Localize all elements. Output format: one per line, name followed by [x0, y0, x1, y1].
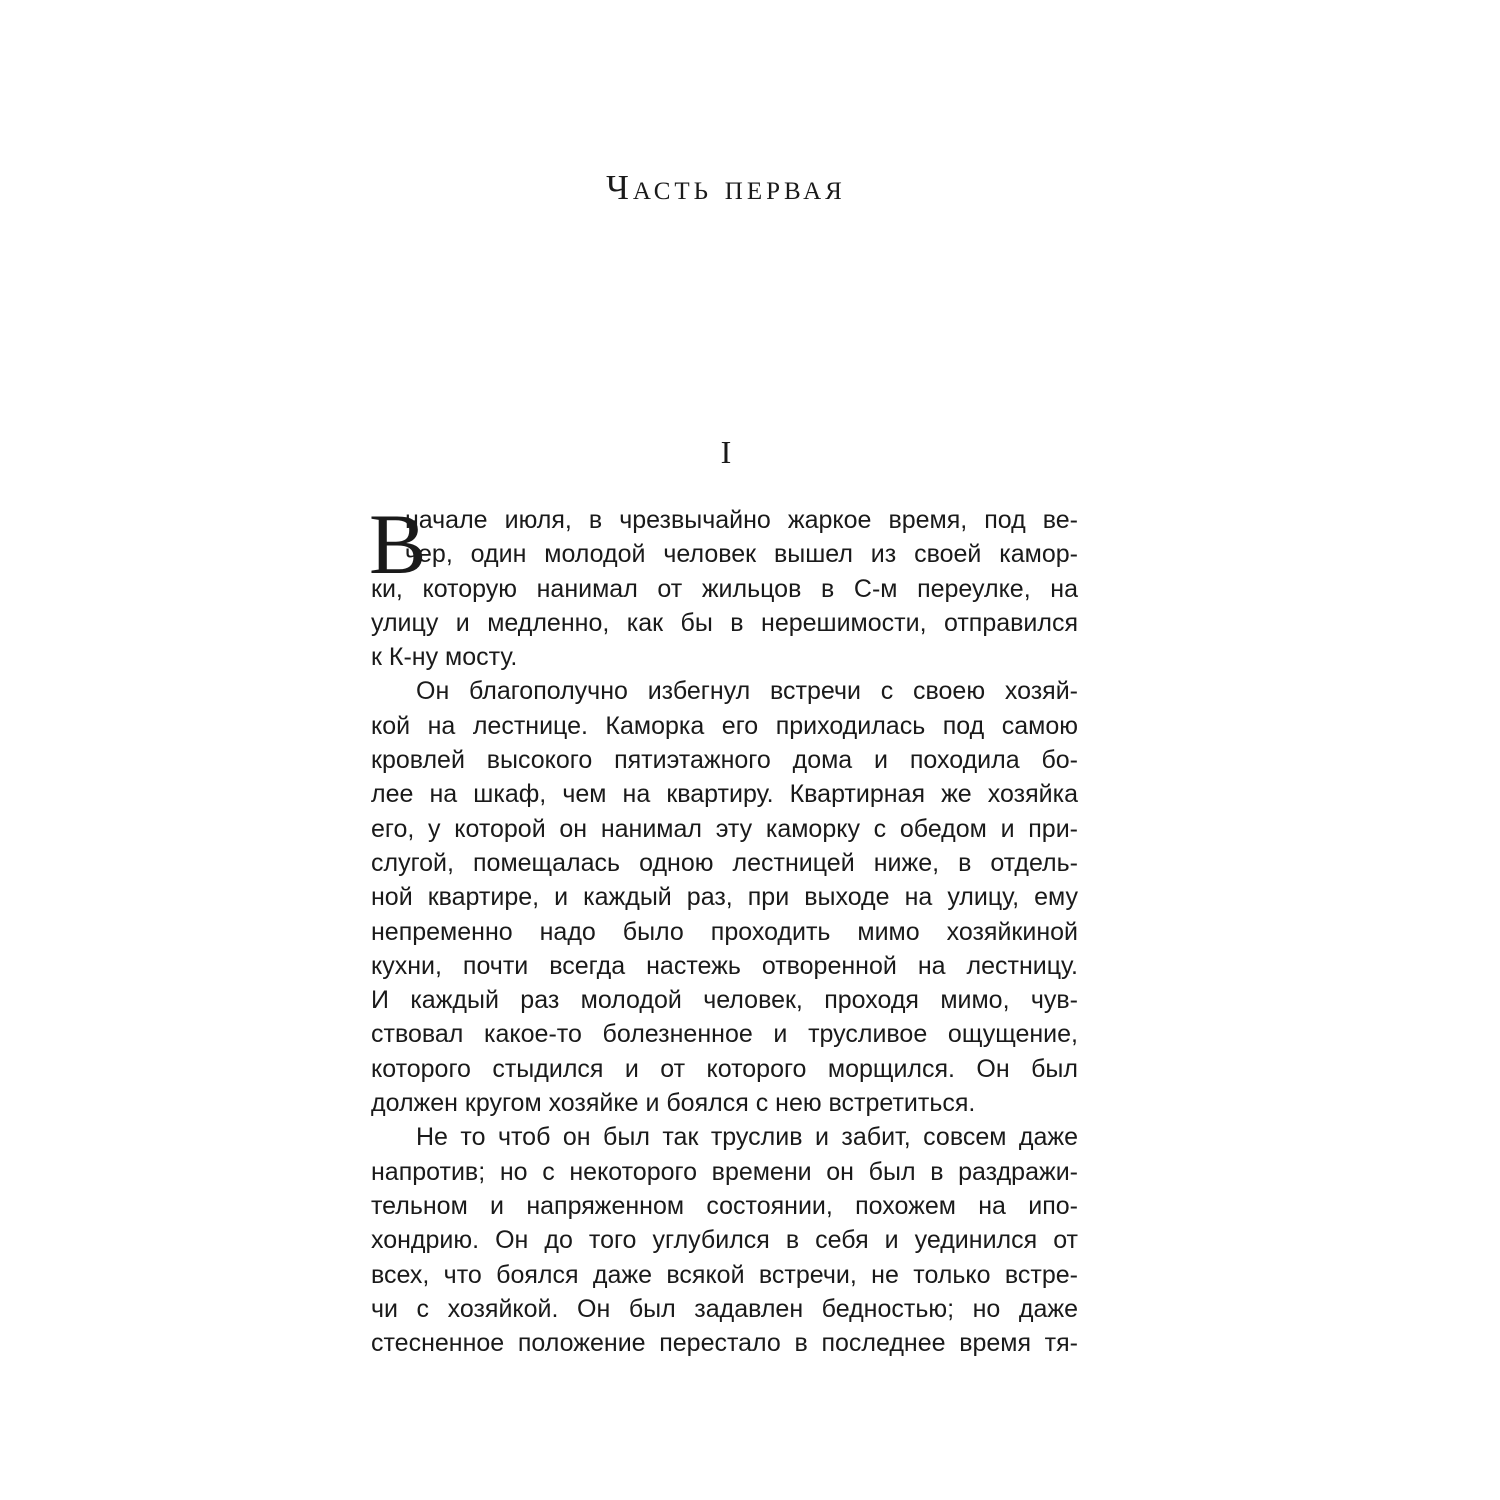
text-line: непременно надо было проходить мимо хозяйкиной: [371, 917, 1078, 946]
text-line: ной квартире, и каждый раз, при выходе на улицу, ему: [371, 883, 1078, 912]
text-line: которого стыдился и от которого морщился. Он был: [371, 1054, 1078, 1083]
text-line: улицу и медленно, как бы в нерешимости, отправился: [371, 608, 1078, 637]
text-line: чи с хозяйкой. Он был задавлен бедностью; но даже: [371, 1294, 1078, 1323]
text-line: ствовал какое-то болезненное и трусливое ощущение,: [371, 1020, 1078, 1049]
text-line: лее на шкаф, чем на квартиру. Квартирная же хозяйка: [371, 780, 1078, 809]
text-line: И каждый раз молодой человек, проходя мимо, чув-: [371, 986, 1078, 1015]
text-line: напротив; но с некоторого времени он был в раздражи-: [371, 1157, 1078, 1186]
text-line: к К-ну мосту.: [371, 643, 518, 672]
text-line: хондрию. Он до того углубился в себя и уединился от: [371, 1226, 1078, 1255]
text-line: Не то чтоб он был так труслив и забит, совсем даже: [416, 1123, 1078, 1152]
drop-cap: В: [369, 496, 427, 592]
text-line: ки, которую нанимал от жильцов в С-м переулке, на: [371, 574, 1078, 603]
text-line: кой на лестнице. Каморка его приходилась под самою: [371, 711, 1078, 740]
text-line: чер, один молодой человек вышел из своей камор-: [405, 540, 1078, 569]
text-line: тельном и напряженном состоянии, похожем на ипо-: [371, 1191, 1078, 1220]
text-line: слугой, помещалась одною лестницей ниже, в отдель-: [371, 848, 1078, 877]
text-line: Он благополучно избегнул встречи с своею хозяй-: [416, 677, 1078, 706]
text-line: кровлей высокого пятиэтажного дома и походила бо-: [371, 746, 1078, 775]
part-title: Часть первая: [606, 168, 846, 207]
text-line: кухни, почти всегда настежь отворенной на лестницу.: [371, 951, 1078, 980]
chapter-number: I: [720, 434, 732, 470]
text-line: стесненное положение перестало в последнее время тя-: [371, 1329, 1078, 1358]
text-line: всех, что боялся даже всякой встречи, не только встре-: [371, 1260, 1078, 1289]
text-line: должен кругом хозяйке и боялся с нею встретиться.: [371, 1089, 976, 1118]
text-line: его, у которой он нанимал эту каморку с обедом и при-: [371, 814, 1078, 843]
text-line: начале июля, в чрезвычайно жаркое время, под ве-: [405, 506, 1078, 534]
body-text: [369, 496, 1078, 1360]
